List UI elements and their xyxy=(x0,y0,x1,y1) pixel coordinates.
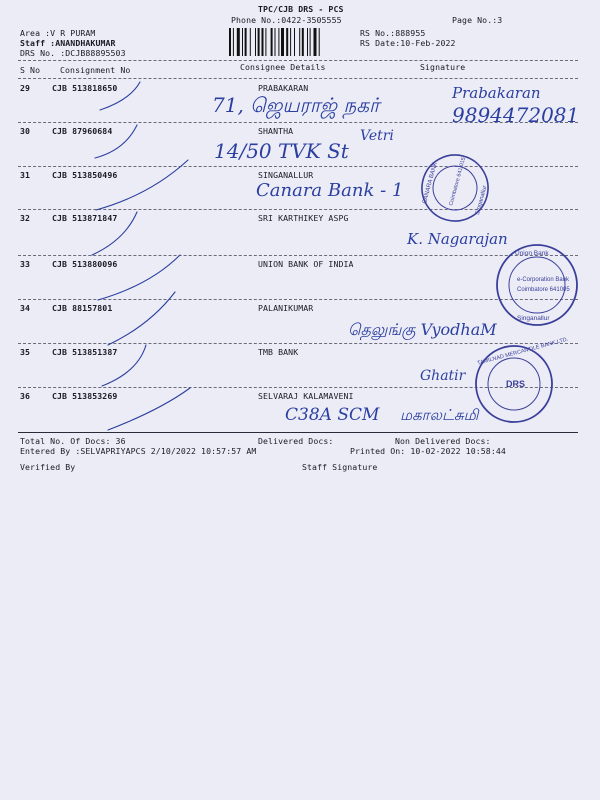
row-consignee-name: UNION BANK OF INDIA xyxy=(258,259,354,269)
row-consignment-no: CJB 513880096 xyxy=(52,259,118,269)
rs-number: RS No.:888955 xyxy=(360,28,426,38)
row-sno: 35 xyxy=(20,347,31,357)
area: Area :V R PURAM xyxy=(20,28,96,38)
tick-mark xyxy=(96,160,188,210)
hand-address-34: தெலுங்கு VyodhaM xyxy=(348,320,497,339)
hand-address-36: C38A SCM xyxy=(285,405,380,425)
tick-mark xyxy=(98,255,180,300)
row-sno: 32 xyxy=(20,213,31,223)
svg-text:DRS: DRS xyxy=(506,379,526,389)
tick-mark xyxy=(102,345,146,386)
col-sno: S No xyxy=(20,65,41,75)
hand-address-30: 14/50 TVK St xyxy=(214,139,349,163)
row-sno: 29 xyxy=(20,83,31,93)
row-consignee-name: PRABAKARAN xyxy=(258,83,309,93)
col-details: Consignee Details xyxy=(240,62,326,72)
hand-address-29: 71, ஜெயராஜ் நகர் xyxy=(212,93,380,117)
verified-by: Verified By xyxy=(20,462,76,472)
hand-address-31: Canara Bank - 1 xyxy=(256,180,404,201)
corporation-bank-stamp xyxy=(497,245,577,325)
phone-number: Phone No.:0422-3505555 xyxy=(231,15,342,25)
row-consignee-name: SHANTHA xyxy=(258,126,294,136)
hand-sig-29b: 9894472081 xyxy=(452,103,580,127)
row-consignment-no: CJB 88157801 xyxy=(52,303,113,313)
svg-text:TAMILNAD MERCANTILE BANK LTD.: TAMILNAD MERCANTILE BANK LTD. xyxy=(476,336,570,367)
tick-mark xyxy=(92,212,137,255)
hand-sig-30: Vetri xyxy=(360,128,394,144)
document-title: TPC/CJB DRS - PCS xyxy=(258,4,344,14)
row-consignment-no: CJB 513851387 xyxy=(52,347,118,357)
row-consignment-no: CJB 513850496 xyxy=(52,170,118,180)
hand-sig-29a: Prabakaran xyxy=(452,84,541,102)
non-delivered-docs: Non Delivered Docs: xyxy=(395,436,491,446)
row-sno: 36 xyxy=(20,391,31,401)
canara-bank-stamp xyxy=(415,148,496,229)
hand-sig-32: K. Nagarajan xyxy=(407,230,508,248)
tmb-bank-stamp xyxy=(476,336,569,422)
rs-date: RS Date:10-Feb-2022 xyxy=(360,38,456,48)
row-sno: 30 xyxy=(20,126,31,136)
svg-text:Singanallur: Singanallur xyxy=(474,185,489,216)
tick-mark xyxy=(108,292,175,345)
row-consignee-name: TMB BANK xyxy=(258,347,299,357)
row-sno: 33 xyxy=(20,259,31,269)
col-signature: Signature xyxy=(420,62,466,72)
row-consignee-name: PALANIKUMAR xyxy=(258,303,314,313)
tick-mark xyxy=(100,82,140,110)
svg-text:Coimbatore 641005: Coimbatore 641005 xyxy=(517,287,570,293)
hand-sig-36: மகாலட்சுமி xyxy=(400,406,479,424)
printed-on: Printed On: 10-02-2022 10:58:44 xyxy=(350,446,506,456)
col-consignment: Consignment No xyxy=(60,65,131,75)
row-sno: 34 xyxy=(20,303,31,313)
row-consignee-name: SRI KARTHIKEY ASPG xyxy=(258,213,349,223)
tick-mark xyxy=(95,125,137,158)
staff: Staff :ANANDHAKUMAR xyxy=(20,38,116,48)
staff-signature: Staff Signature xyxy=(302,462,378,472)
svg-text:Coimbatore 641 015: Coimbatore 641 015 xyxy=(448,156,468,207)
row-consignment-no: CJB 513853269 xyxy=(52,391,118,401)
svg-text:Union Bank: Union Bank xyxy=(515,250,549,257)
total-docs: Total No. Of Docs: 36 xyxy=(20,436,126,446)
row-consignment-no: CJB 513818650 xyxy=(52,83,118,93)
svg-text:CANARA BANK: CANARA BANK xyxy=(422,161,439,205)
svg-text:e-Corporation Bank: e-Corporation Bank xyxy=(517,277,570,283)
tick-mark xyxy=(108,388,190,430)
row-consignee-name: SELVARAJ KALAMAVENI xyxy=(258,391,354,401)
delivered-docs: Delivered Docs: xyxy=(258,436,334,446)
hand-sig-35: Ghatir xyxy=(420,368,466,384)
drs-number: DRS No. :DCJB88895503 xyxy=(20,48,126,58)
entered-by: Entered By :SELVAPRIYAPCS 2/10/2022 10:57:57 AM xyxy=(20,446,257,456)
svg-text:Singanallur: Singanallur xyxy=(517,315,550,322)
row-consignment-no: CJB 87960684 xyxy=(52,126,113,136)
page-number: Page No.:3 xyxy=(452,15,503,25)
row-consignee-name: SINGANALLUR xyxy=(258,170,314,180)
row-sno: 31 xyxy=(20,170,31,180)
row-consignment-no: CJB 513871847 xyxy=(52,213,118,223)
